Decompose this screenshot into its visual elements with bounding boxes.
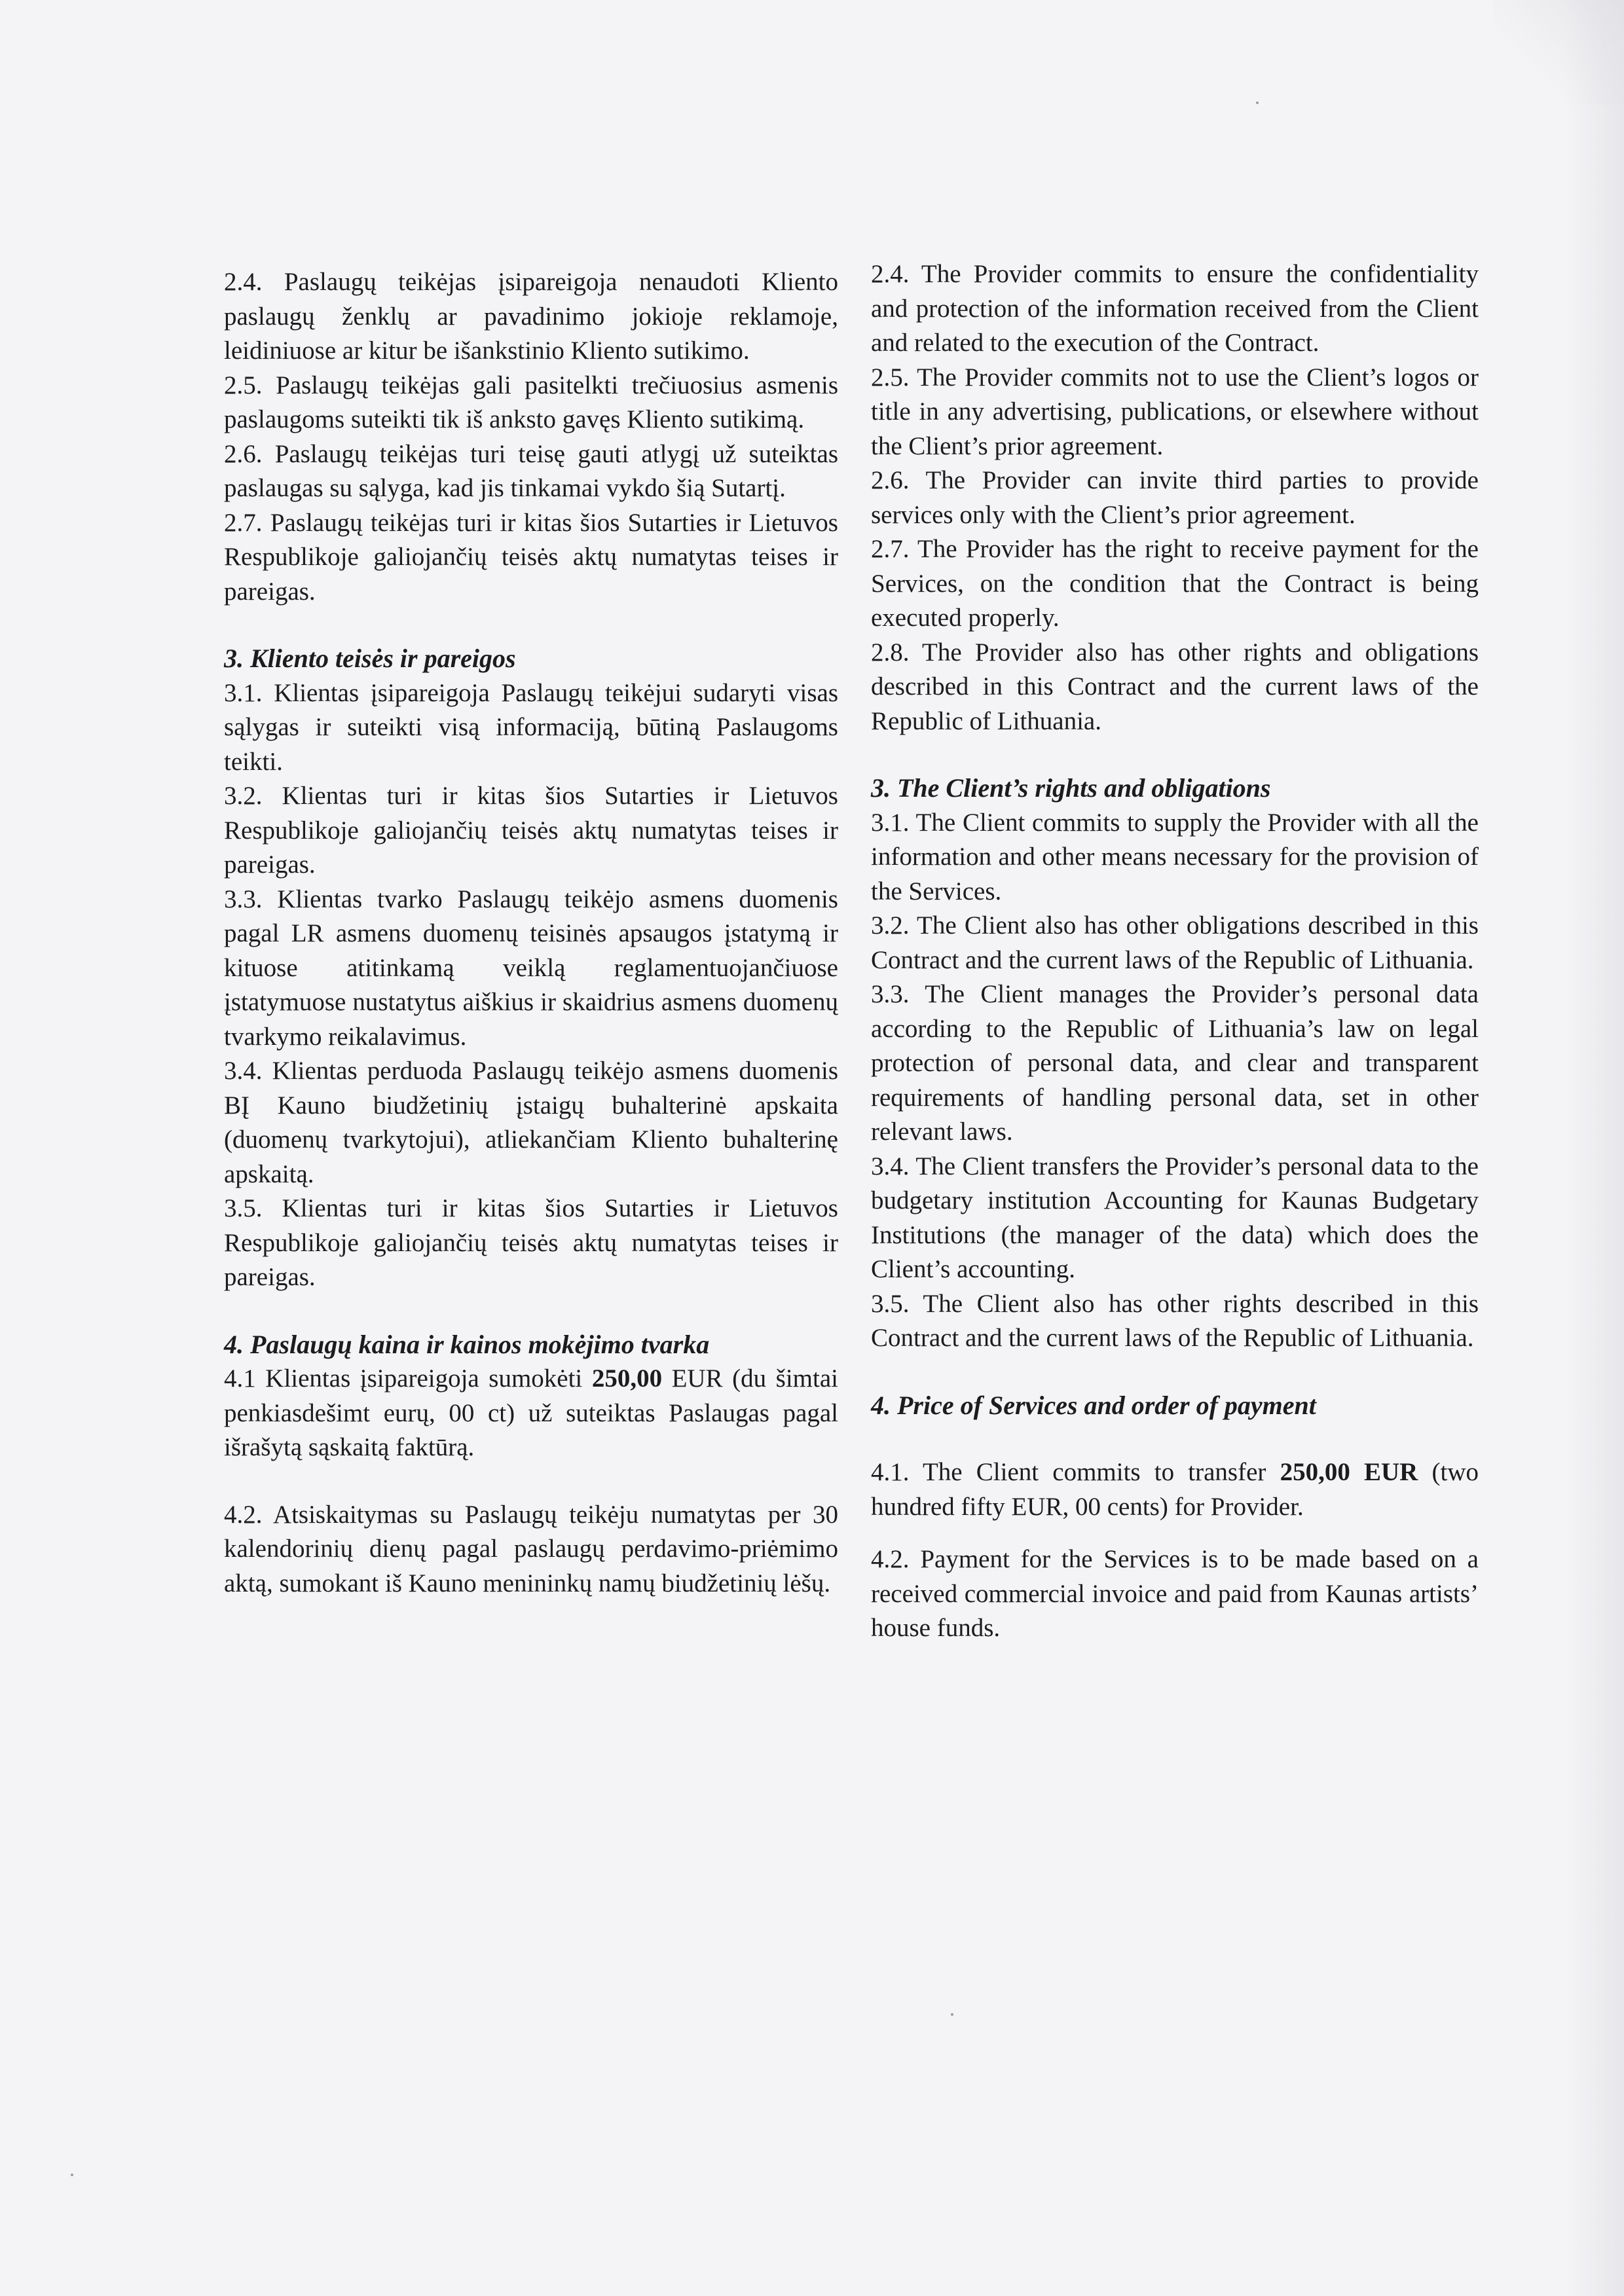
clause-4-2-en: 4.2. Payment for the Services is to be made based on a received commercial invoice and paid from Kaunas artists’ house funds.: [871, 1545, 1479, 1642]
clause-4-1-prefix-lt: 4.1 Klientas įsipareigoja sumokėti: [224, 1364, 592, 1393]
price-amount-en: 250,00 EUR: [1280, 1458, 1418, 1486]
clause-3-1-en: 3.1. The Client commits to supply the Provider with all the information and other means necessary for the provision of the Services.: [871, 808, 1479, 905]
clause-3-4-en: 3.4. The Client transfers the Provider’s personal data to the budgetary institution Accounting for Kaunas Budgetary Institutions (the manager of the data) which does the Client’s accounting.: [871, 1152, 1479, 1283]
clause-2-6-en: 2.6. The Provider can invite third parties to provide services only with the Client’s prior agreement.: [871, 466, 1479, 529]
clause-4-1-lt: [224, 1362, 838, 1465]
clause-2-5-lt: 2.5. Paslaugų teikėjas gali pasitelkti trečiuosius asmenis paslaugoms suteikti tik iš anksto gavęs Kliento sutikimą.: [224, 371, 838, 433]
english-column: [871, 260, 1479, 1646]
clause-2-6-lt: 2.6. Paslaugų teikėjas turi teisę gauti atlygį už suteiktas paslaugas su sąlyga, kad jis tinkamai vykdo šią Sutartį.: [224, 439, 838, 502]
clause-4-1-prefix-en: 4.1. The Client commits to transfer: [871, 1458, 1280, 1486]
lithuanian-column: [224, 265, 838, 1601]
scan-speck: [1256, 101, 1259, 104]
clause-3-5-lt: 3.5. Klientas turi ir kitas šios Sutarties ir Lietuvos Respublikoje galiojančių teisės aktų numatytas teises ir pareigas.: [224, 1194, 838, 1291]
section-3-heading-en: 3. The Client’s rights and obligations: [871, 773, 1271, 803]
clause-3-4-lt: 3.4. Klientas perduoda Paslaugų teikėjo asmens duomenis BĮ Kauno biudžetinių įstaigų buhalterinė apskaita (duomenų tvarkytojui), atliekančiam Kliento buhalterinę apskaitą.: [224, 1057, 838, 1188]
clause-3-3-en: 3.3. The Client manages the Provider’s personal data according to the Republic of Lithuania’s law on legal protection of personal data, and clear and transparent requirements of handling personal data, set in other relevant laws.: [871, 980, 1479, 1146]
clause-4-1-suffix-lt: EUR (du šimtai penkiasdešimt eurų, 00 ct) už suteiktas Paslaugas pagal išrašytą sąskaitą faktūrą.: [224, 1364, 838, 1461]
clause-3-3-lt: 3.3. Klientas tvarko Paslaugų teikėjo asmens duomenis pagal LR asmens duomenų teisinės apsaugos įstatymą ir kituose atitinkamą veiklą reglamentuojančiuose įstatymuose nustatytus aiškius ir skaidrius asmens duomenų tvarkymo reikalavimus.: [224, 884, 838, 1051]
clause-2-7-lt: 2.7. Paslaugų teikėjas turi ir kitas šios Sutarties ir Lietuvos Respublikoje galiojančių teisės aktų numatytas teises ir pareigas.: [224, 508, 838, 606]
scan-speck: [951, 2013, 953, 2016]
clause-2-7-en: 2.7. The Provider has the right to receive payment for the Services, on the condition that the Contract is being executed properly.: [871, 535, 1479, 632]
price-amount-lt: 250,00: [591, 1364, 663, 1393]
clause-2-5-en: 2.5. The Provider commits not to use the Client’s logos or title in any advertising, publications, or elsewhere without the Client’s prior agreement.: [871, 363, 1479, 460]
section-3-heading-lt: 3. Kliento teisės ir pareigos: [224, 644, 516, 673]
clause-3-5-en: 3.5. The Client also has other rights described in this Contract and the current laws of the Republic of Lithuania.: [871, 1289, 1479, 1352]
clause-3-1-lt: 3.1. Klientas įsipareigoja Paslaugų teikėjui sudaryti visas sąlygas ir suteikti visą informaciją, būtiną Paslaugoms teikti.: [224, 678, 838, 776]
clause-3-2-en: 3.2. The Client also has other obligations described in this Contract and the current laws of the Republic of Lithuania.: [871, 911, 1479, 974]
page-edge-shadow: [1565, 0, 1624, 2296]
clause-2-4-lt: 2.4. Paslaugų teikėjas įsipareigoja nenaudoti Kliento paslaugų ženklų ar pavadinimo jokioje reklamoje, leidiniuose ar kitur be išankstinio Kliento sutikimo.: [224, 268, 838, 365]
section-4-heading-lt: 4. Paslaugų kaina ir kainos mokėjimo tvarka: [224, 1329, 710, 1359]
clause-4-1-en: [871, 1455, 1479, 1524]
clause-4-1-suffix-en: (two hundred fifty EUR, 00 cents) for Provider.: [871, 1458, 1479, 1521]
scan-speck: [71, 2174, 73, 2176]
clause-2-8-en: 2.8. The Provider also has other rights and obligations described in this Contract and the current laws of the Republic of Lithuania.: [871, 638, 1479, 735]
clause-4-2-lt: 4.2. Atsiskaitymas su Paslaugų teikėju numatytas per 30 kalendorinių dienų pagal paslaugų perdavimo-priėmimo aktą, sumokant iš Kauno menininkų namų biudžetinių lėšų.: [224, 1500, 838, 1597]
clause-2-4-en: 2.4. The Provider commits to ensure the confidentiality and protection of the information received from the Client and related to the execution of the Contract.: [871, 260, 1479, 357]
section-4-heading-en: 4. Price of Services and order of payment: [871, 1390, 1316, 1420]
clause-3-2-lt: 3.2. Klientas turi ir kitas šios Sutarties ir Lietuvos Respublikoje galiojančių teisės aktų numatytas teises ir pareigas.: [224, 782, 838, 879]
